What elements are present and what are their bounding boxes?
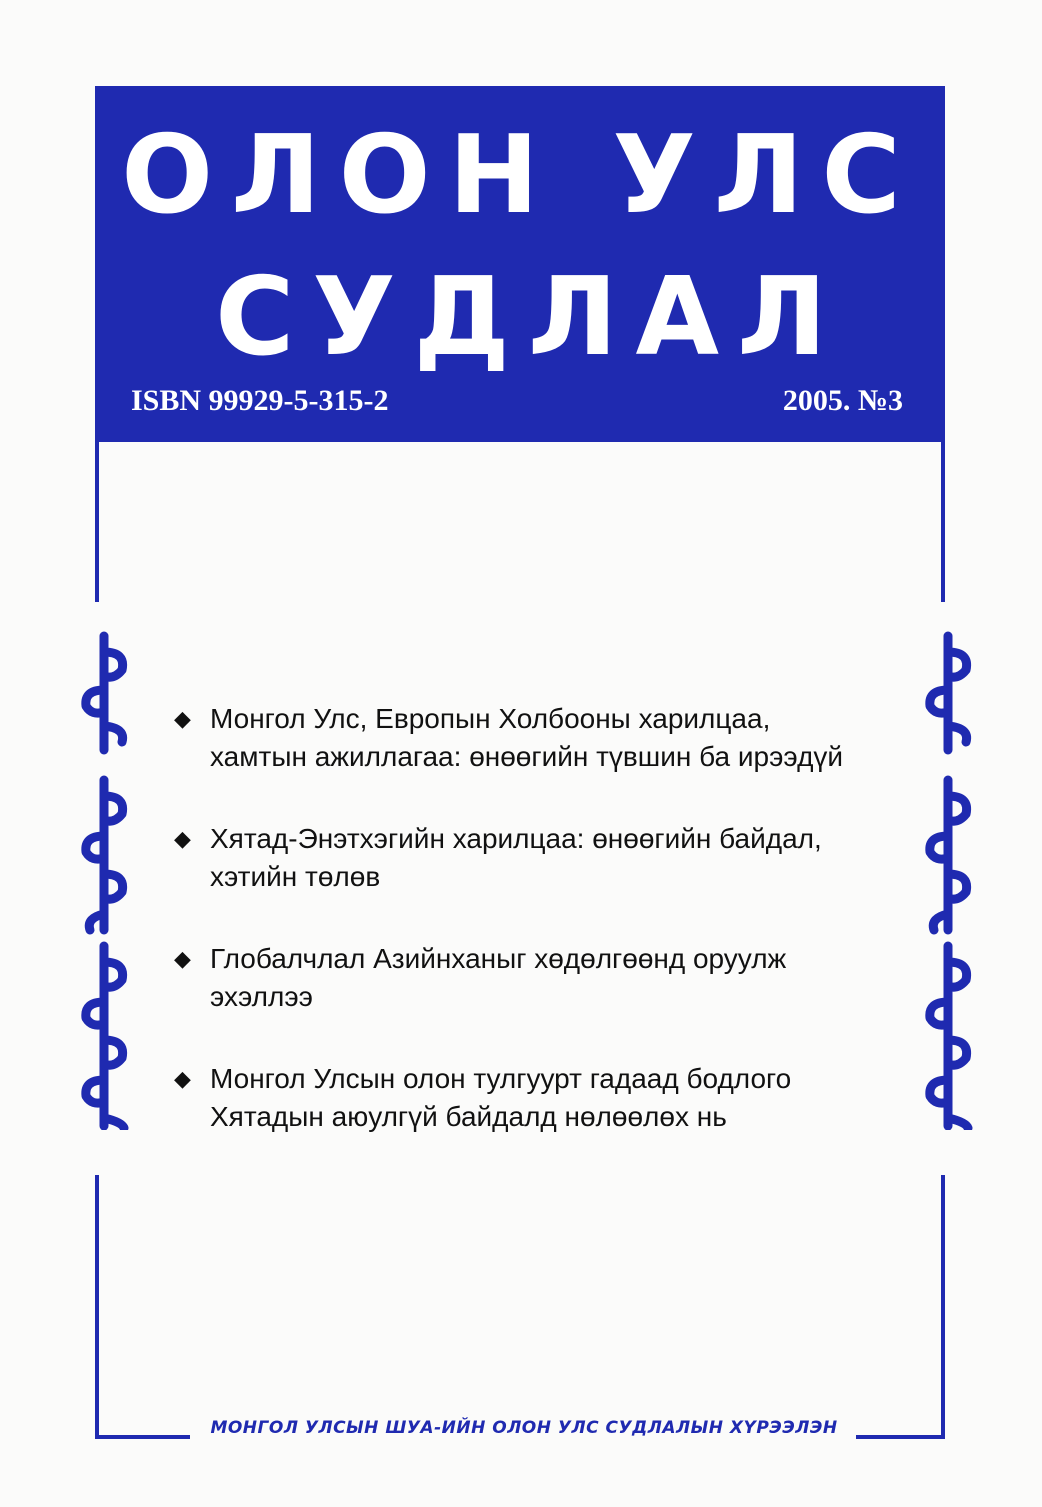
mongolian-script-emblem-left (64, 630, 144, 1130)
diamond-bullet-icon: ◆ (174, 1066, 191, 1091)
diamond-bullet-icon: ◆ (174, 706, 191, 731)
article-3-line1: Глобалчлал Азийнханыг хөдөлгөөнд оруулж (210, 943, 787, 974)
article-list (174, 700, 894, 1136)
article-1-line1: Монгол Улс, Европын Холбооны харилцаа, (210, 703, 771, 734)
diamond-bullet-icon: ◆ (174, 946, 191, 971)
issue-number: 2005. №3 (782, 384, 903, 417)
article-item-1 (174, 700, 894, 776)
publisher-institute: МОНГОЛ УЛСЫН ШУА-ИЙН ОЛОН УЛС СУДЛАЛЫН ХҮРЭЭЛЭН (210, 1418, 838, 1438)
article-2-line1: Хятад-Энэтхэгийн харилцаа: өнөөгийн байдал, (210, 823, 822, 854)
article-1-line2: хамтын ажиллагаа: өнөөгийн түвшин ба ирээдүй (210, 741, 844, 772)
article-4-line1: Монгол Улсын олон тулгуурт гадаад бодлого (210, 1063, 792, 1094)
journal-title-line1: ОЛОН УЛС (121, 113, 919, 238)
frame-right-lower (941, 1175, 945, 1439)
article-item-3 (174, 940, 894, 1016)
frame-right-upper (941, 442, 945, 602)
article-4-line2: Хятадын аюулгүй байдалд нөлөөлөх нь (210, 1101, 727, 1132)
journal-title-line2: СУДЛАЛ (215, 255, 845, 380)
article-item-4 (174, 1060, 894, 1136)
title-banner (95, 86, 945, 442)
article-item-2 (174, 820, 894, 896)
frame-bottom-right (856, 1435, 945, 1439)
diamond-bullet-icon: ◆ (174, 826, 191, 851)
frame-bottom-left (95, 1435, 190, 1439)
mongolian-script-emblem-right (908, 630, 988, 1130)
frame-left-upper (95, 442, 99, 602)
frame-left-lower (95, 1175, 99, 1439)
article-3-line2: эхэллээ (210, 981, 313, 1012)
article-2-line2: хэтийн төлөв (210, 861, 381, 892)
isbn-number: ISBN 99929-5-315-2 (131, 384, 389, 417)
